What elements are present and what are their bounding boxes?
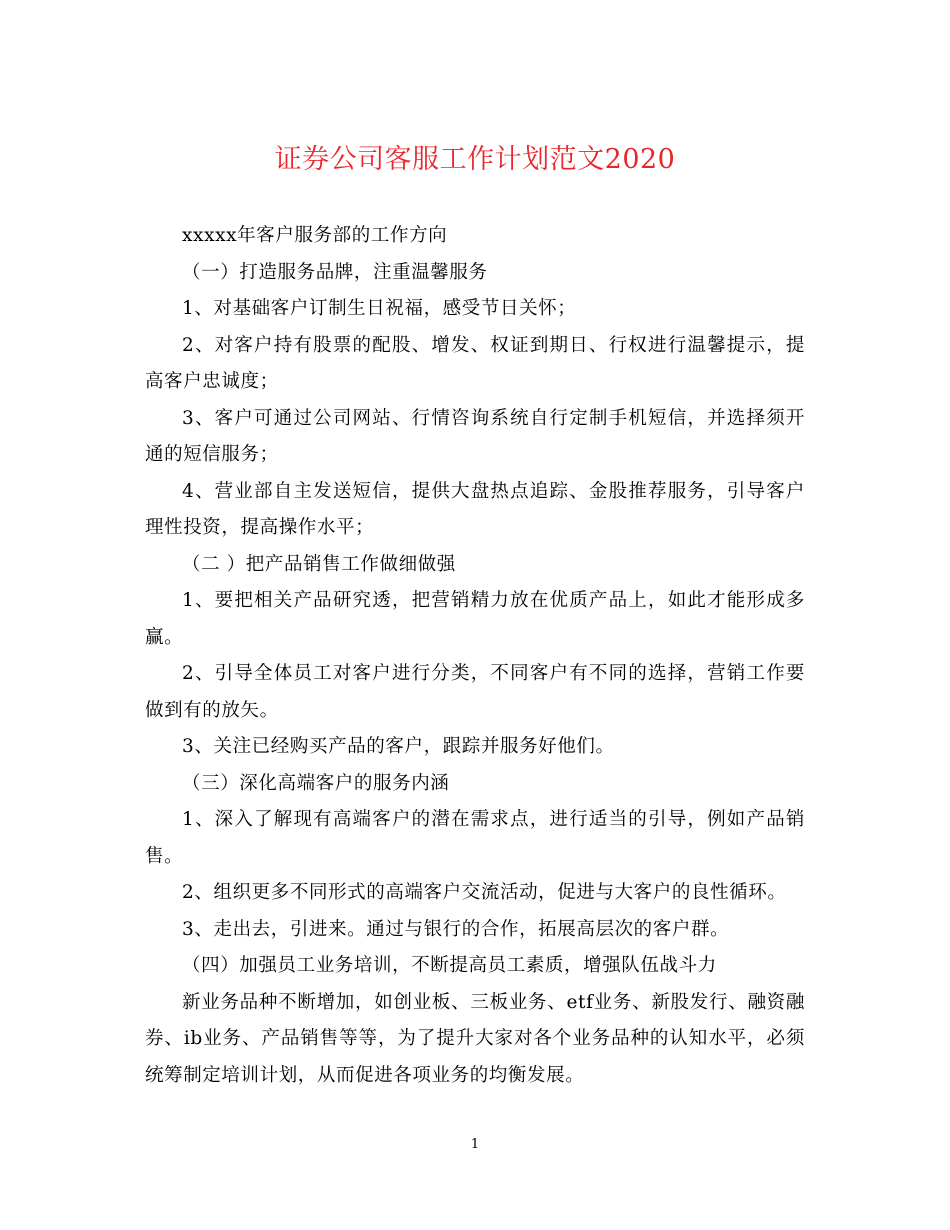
section-heading-1: （一）打造服务品牌，注重温馨服务 [182,261,488,283]
list-item: 3、关注已经购买产品的客户，跟踪并服务好他们。 [182,736,615,757]
section-heading-3: （三）深化高端客户的服务内涵 [182,772,450,794]
body-paragraph: 新业务品种不断增加，如创业板、三板业务、etf业务、新股发行、融资融券、ib业务、产品销售等等，为了提升大家对各个业务品种的认知水平，必须统筹制定培训计划，从而促进各项业务的均衡发展。 [145,991,805,1086]
list-item: 3、走出去，引进来。通过与银行的合作，拓展高层次的客户群。 [182,918,730,940]
list-item: 1、要把相关产品研究透，把营销精力放在优质产品上，如此才能形成多赢。 [145,590,805,648]
list-item: 1、对基础客户订制生日祝福，感受节日关怀； [182,298,577,319]
document-body [145,218,805,1094]
section-heading-2: （二 ）把产品销售工作做细做强 [182,553,456,575]
page-number: 1 [470,1137,480,1152]
list-item: 4、营业部自主发送短信，提供大盘热点追踪、金股推荐服务，引导客户理性投资，提高操作水平； [145,480,805,538]
list-item: 1、深入了解现有高端客户的潜在需求点，进行适当的引导，例如产品销售。 [145,809,805,867]
section-heading-4: （四）加强员工业务培训，不断提高员工素质，增强队伍战斗力 [182,955,717,976]
section-intro: xxxxx年客户服务部的工作方向 [182,225,448,246]
list-item: 2、引导全体员工对客户进行分类，不同客户有不同的选择，营销工作要做到有的放矢。 [145,663,805,721]
list-item: 3、客户可通过公司网站、行情咨询系统自行定制手机短信，并选择须开通的短信服务； [145,407,805,465]
document-title: 证券公司客服工作计划范文2020 [274,144,676,175]
list-item: 2、对客户持有股票的配股、增发、权证到期日、行权进行温馨提示，提高客户忠诚度； [145,334,805,392]
list-item: 2、组织更多不同形式的高端客户交流活动，促进与大客户的良性循环。 [182,882,787,903]
